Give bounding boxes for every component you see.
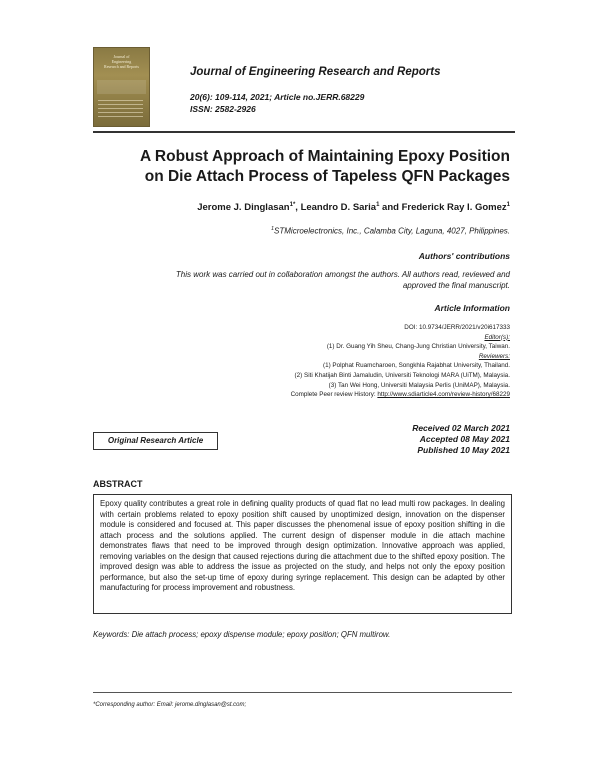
reviewer-entry: (1) Polphat Ruamcharoen, Songkhla Rajabhat University, Thailand. (322, 362, 510, 370)
reviewer-entry: (2) Siti Khatijah Binti Jamaludin, Universiti Teknologi MARA (UiTM), Malaysia. (294, 371, 510, 379)
abstract-text: Epoxy quality contributes a great role in defining quality products of quad flat no lead multi row packages. In dealing with certain problems related to epoxy position shift caused by unoptimized design, innovation on the dispenser module is considered and focused at. This paper discusses the phenomenal issue of epoxy position shifting in die attach process and the solutions applied. The current design of dispenser module in die attach machine demonstrates flaws that need to be improved through design optimization. Innovative approach was applied, removing variables on the design that caused rejections during die attachment due to the shifted epoxy position. The improved design was able to address the issue as projected on the study, and helps not only the epoxy position performance, but also the set-up time of epoxy during syringe replacement. This design can be adapted by other manufacturing for process improvement and robustness. (100, 499, 505, 592)
journal-cover-image (93, 47, 150, 127)
cover-title-line: Research and Reports (104, 64, 139, 69)
cover-band (97, 80, 146, 94)
affiliation (93, 226, 510, 236)
affiliation-sup: 1 (270, 226, 275, 232)
author-name: Leandro D. Saria (300, 202, 377, 214)
issn: ISSN: 2582-2926 (190, 104, 256, 114)
contributions-line: This work was carried out in collaboration amongst the authors. All authors read, reviewed and (175, 270, 510, 279)
peer-review-link[interactable]: http://www.sdiarticle4.com/review-history/68229 (377, 391, 510, 399)
author-sup: 1* (289, 202, 296, 208)
doi: DOI: 10.9734/JERR/2021/v20i617333 (404, 324, 510, 331)
reviewer-entry: (3) Tan Wei Hong, Universiti Malaysia Perlis (UniMAP), Malaysia. (328, 381, 510, 389)
contributions-text (93, 270, 510, 291)
contributions-heading: Authors' contributions (418, 251, 510, 261)
title-line: on Die Attach Process of Tapeless QFN Packages (144, 168, 510, 185)
footnote-rule (93, 692, 512, 693)
reviewers-label: Reviewers: (478, 352, 510, 360)
author-sup: 1 (506, 202, 510, 208)
keywords: Keywords: Die attach process; epoxy dispense module; epoxy position; QFN multirow. (93, 630, 391, 639)
editor-entry: (1) Dr. Guang Yih Sheu, Chang-Jung Christian University, Taiwan. (326, 343, 510, 351)
article-type-badge: Original Research Article (93, 432, 218, 450)
author-separator: and (379, 202, 402, 214)
volume-info: 20(6): 109-114, 2021; Article no.JERR.68229 (190, 92, 365, 102)
abstract-heading: ABSTRACT (93, 479, 143, 489)
peer-review-history (93, 390, 510, 400)
accepted-date: Accepted 08 May 2021 (419, 434, 510, 444)
peer-review-label: Complete Peer review History: (290, 391, 378, 399)
cover-decoration (98, 100, 143, 120)
header-rule (93, 131, 515, 133)
published-date: Published 10 May 2021 (417, 445, 510, 455)
contributions-line: approved the final manuscript. (402, 280, 510, 290)
author-name: Frederick Ray I. Gomez (401, 202, 507, 214)
publication-dates (300, 423, 510, 456)
cover-title-line: Engineering (111, 59, 132, 64)
title-line: A Robust Approach of Maintaining Epoxy Position (140, 148, 510, 165)
article-info-heading: Article Information (434, 303, 510, 313)
author-separator: , (295, 202, 301, 214)
cover-title-line: Journal of (113, 54, 130, 59)
journal-name: Journal of Engineering Research and Reports (190, 66, 441, 78)
editors-label: Editor(s): (484, 333, 510, 341)
received-date: Received 02 March 2021 (412, 423, 510, 433)
author-name: Jerome J. Dinglasan (197, 202, 290, 214)
article-info-block (93, 323, 510, 400)
author-list (93, 202, 510, 213)
author-sup: 1 (376, 202, 380, 208)
cover-title (98, 54, 145, 69)
paper-title (93, 147, 510, 187)
abstract-box (93, 494, 512, 614)
affiliation-text: STMicroelectronics, Inc., Calamba City, Laguna, 4027, Philippines. (274, 226, 510, 236)
corresponding-author-footnote: *Corresponding author: Email: jerome.dinglasan@st.com; (93, 702, 247, 708)
